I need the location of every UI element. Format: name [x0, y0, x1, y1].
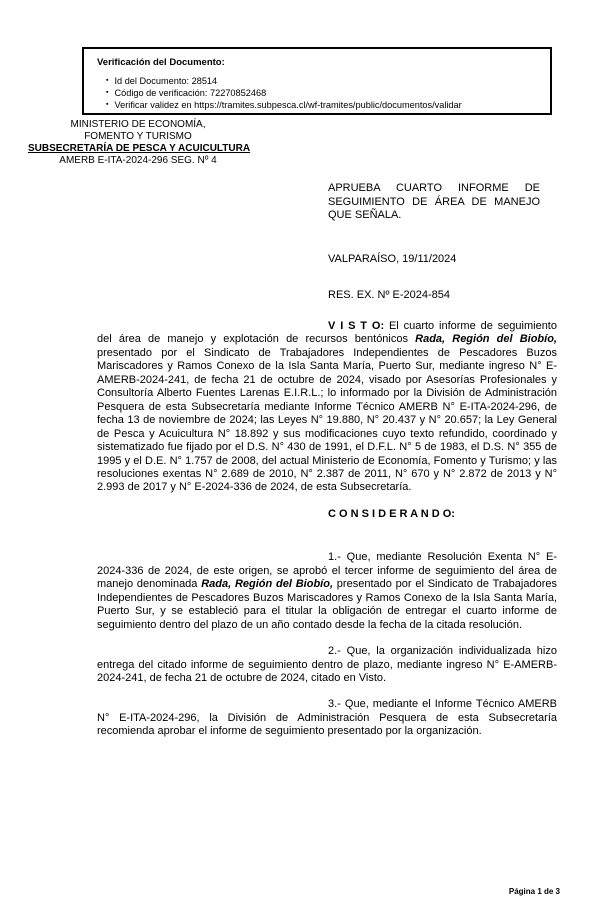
page-footer: Página 1 de 3	[508, 887, 560, 896]
place-date: VALPARAÍSO, 19/11/2024	[328, 253, 457, 265]
verification-item-text: Id del Documento: 28514	[114, 76, 218, 86]
verification-item-text: Código de verificación: 72270852468	[114, 88, 267, 98]
ministry-name-line2: FOMENTO Y TURISMO	[84, 131, 192, 142]
verification-item	[97, 75, 542, 87]
verification-item	[97, 99, 542, 111]
visto-paragraph: V I S T O: El cuarto informe de seguimiento del área de manejo y explotación de recursos bentónicos Rada, Región del Biobío, presentado por el Sindicato de Trabajadores Independientes de Pescadores Buzos Mariscadores y Ramos Conexo de la Isla Santa María, Puerto Sur, mediante ingreso N° E-AMERB-2024-241, de fecha 21 de octubre de 2024, visado por Asesorías Profesionales y Consultoría Alberto Fuentes Larenas E.I.R.L.; lo informado por la División de Administración Pesquera de esta Subsecretaría mediante Informe Técnico AMERB N° E-ITA-2024-296, de fecha 13 de noviembre de 2024; las Leyes N° 19.880, N° 20.437 y N° 20.657; la Ley General de Pesca y Acuicultura N° 18.892 y sus modificaciones cuyo texto refundido, coordinado y sistematizado fue fijado por el D.S. N° 430 de 1991, el D.F.L. N° 5 de 1983, el D.S. N° 355 de 1995 y el D.E. N° 1.757 de 2008, del actual Ministerio de Economía, Fomento y Turismo; y las resoluciones exentas N° 2.689 de 2010, N° 2.387 de 2011, N° 670 y N° 2.872 de 2013 y N° 2.993 de 2017 y N° E-2024-336 de 2024, de esta Subsecretaría.	[97, 320, 557, 494]
considerando-heading: C O N S I D E R A N D O:	[328, 507, 455, 520]
verification-item-text: Verificar validez en https://tramites.subpesca.cl/wf-tramites/public/documentos/validar	[114, 100, 462, 110]
bullet-icon: ▪	[106, 101, 109, 108]
verification-item	[97, 87, 542, 99]
considerando-item-3: 3.- Que, mediante el Informe Técnico AMERB N° E-ITA-2024-296, la División de Administración Pesquera de esta Subsecretaría recomienda aprobar el informe de seguimiento presentado por la organización.	[97, 698, 557, 738]
verification-title: Verificación del Documento:	[97, 57, 225, 68]
bullet-icon: ▪	[106, 89, 109, 96]
verification-box	[82, 47, 552, 115]
considerando-item-2: 2.- Que, la organización individualizada hizo entrega del citado informe de seguimiento dentro de plazo, mediante ingreso N° E-AMERB-2024-241, de fecha 21 de octubre de 2024, citado en Visto.	[97, 645, 557, 684]
subject-title: APRUEBA CUARTO INFORME DE SEGUIMIENTO DE ÁREA DE MANEJO QUE SEÑALA.	[328, 182, 540, 221]
resolution-number: RES. EX. Nº E-2024-854	[328, 289, 451, 301]
ministry-name-line1: MINISTERIO DE ECONOMÍA,	[70, 119, 206, 130]
bullet-icon: ▪	[106, 77, 109, 84]
letterhead	[28, 119, 251, 167]
verification-list	[97, 75, 542, 111]
document-body	[97, 320, 557, 752]
considerando-item-1: 1.- Que, mediante Resolución Exenta N° E-2024-336 de 2024, de este origen, se aprobó el tercer informe de seguimiento del área de manejo denominada Rada, Región del Biobío, presentado por el Sindicato de Trabajadores Independientes de Pescadores Buzos Mariscadores y Ramos Conexo de la Isla Santa María, Puerto Sur, y se estableció para el titular la obligación de entregar el cuarto informe de seguimiento dentro del plazo de un año contado desde la fecha de la citada resolución.	[97, 551, 557, 631]
document-reference: AMERB E-ITA-2024-296 SEG. Nº 4	[59, 155, 217, 166]
subsecretaria-title: SUBSECRETARÍA DE PESCA Y ACUICULTURA	[28, 143, 251, 154]
